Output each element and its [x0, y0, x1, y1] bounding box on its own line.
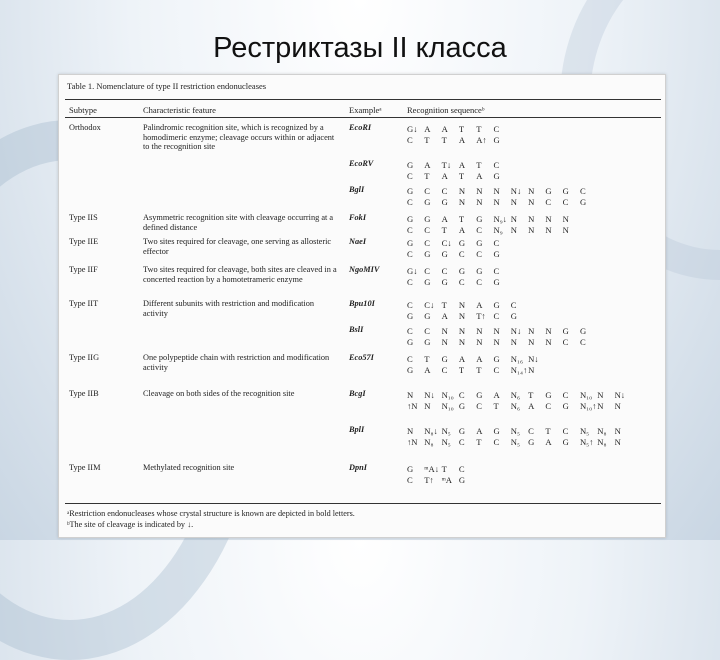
- nucleotide: ↑N: [407, 401, 418, 411]
- nucleotide: N₆: [510, 401, 520, 411]
- nucleotide: A: [458, 354, 466, 364]
- nucleotide: T↑: [424, 475, 434, 485]
- nucleotide: N: [545, 326, 552, 336]
- nucleotide: G↓: [407, 266, 418, 276]
- nucleotide: G: [424, 311, 431, 321]
- nucleotide: C: [493, 266, 500, 276]
- nucleotide: G: [407, 160, 414, 170]
- nucleotide: N: [407, 390, 414, 400]
- nucleotide: N₈: [424, 437, 434, 447]
- nucleotide: T: [458, 365, 465, 375]
- nucleotide: N: [510, 197, 517, 207]
- nucleotide: A: [441, 124, 448, 134]
- recognition-sequence-bottom-strand: [407, 364, 545, 376]
- recognition-sequence-bottom-strand: [407, 400, 632, 412]
- nucleotide: N: [545, 214, 552, 224]
- nucleotide: C: [458, 464, 465, 474]
- nucleotide: G: [424, 214, 431, 224]
- row-subtype: Type IIT: [69, 299, 99, 308]
- nucleotide: C: [476, 277, 482, 287]
- recognition-sequence-bottom-strand: [407, 170, 511, 182]
- nucleotide: T: [424, 354, 430, 364]
- nucleotide: ᵐA: [441, 475, 453, 485]
- nucleotide: N: [441, 337, 448, 347]
- recognition-sequence-bottom-strand: [407, 196, 597, 208]
- example-enzyme-name: FokI: [349, 213, 367, 222]
- nucleotide: T: [458, 214, 465, 224]
- nucleotide: G: [441, 197, 448, 207]
- nucleotide: T: [476, 124, 482, 134]
- nucleotide: G↓: [407, 124, 418, 134]
- nucleotide: N: [493, 337, 500, 347]
- nucleotide: G: [545, 186, 552, 196]
- nucleotide: C: [545, 401, 552, 411]
- nucleotide: C: [424, 225, 431, 235]
- nucleotide: N↓: [424, 390, 435, 400]
- nucleotide: N₅↑: [579, 437, 594, 447]
- nucleotide: C: [493, 437, 500, 447]
- nucleotide: T: [424, 171, 430, 181]
- nucleotide: G: [562, 186, 569, 196]
- nucleotide: N: [458, 197, 466, 207]
- nucleotide: C: [424, 238, 431, 248]
- row-subtype: Type IIM: [69, 463, 101, 472]
- header-feature: Characteristic feature: [143, 105, 216, 115]
- nucleotide: A: [476, 354, 483, 364]
- nucleotide: G: [458, 266, 466, 276]
- nucleotide: T: [476, 437, 482, 447]
- nucleotide: C: [545, 197, 552, 207]
- nucleotide: C: [458, 390, 465, 400]
- example-enzyme-name: BcgI: [349, 389, 366, 398]
- nucleotide: G: [424, 197, 431, 207]
- slide-title: Рестриктазы II класса: [213, 32, 507, 64]
- nucleotide: G: [458, 426, 466, 436]
- row-subtype: Orthodox: [69, 123, 101, 132]
- nucleotide: C: [458, 437, 465, 447]
- row-subtype: Type IIB: [69, 389, 99, 398]
- nucleotide: A: [476, 300, 483, 310]
- nucleotide: N: [458, 337, 466, 347]
- nucleotide: C: [424, 186, 431, 196]
- nucleotide: G: [441, 277, 448, 287]
- nucleotide: A: [458, 160, 466, 170]
- nucleotide: N₉↓: [493, 214, 507, 224]
- nucleotide: G: [579, 197, 587, 207]
- nucleotide: N: [528, 225, 535, 235]
- nucleotide: N₈↓: [424, 426, 438, 436]
- header-subtype: Subtype: [69, 105, 97, 115]
- nucleotide: C: [562, 337, 569, 347]
- nucleotide: A: [458, 135, 466, 145]
- nucleotide: N↓: [510, 326, 522, 336]
- recognition-sequence-bottom-strand: [407, 134, 511, 146]
- example-enzyme-name: NaeI: [349, 237, 367, 246]
- nucleotide: C: [407, 171, 413, 181]
- nucleotide: N: [614, 437, 621, 447]
- row-feature: Asymmetric recognition site with cleavage occurring at a defined distance: [143, 213, 334, 232]
- table-caption: Table 1. Nomenclature of type II restriction endonucleases: [67, 81, 267, 91]
- nucleotide: N: [493, 186, 500, 196]
- header-example: Exampleᵃ: [349, 105, 382, 115]
- nucleotide: T: [528, 390, 534, 400]
- nucleotide: N: [424, 401, 431, 411]
- nucleotide: N: [614, 426, 621, 436]
- nucleotide: C: [476, 225, 482, 235]
- nucleotide: C: [493, 160, 500, 170]
- nucleotide: T↑: [476, 311, 486, 321]
- nucleotide: A: [424, 365, 431, 375]
- nucleotide: A: [441, 311, 448, 321]
- nucleotide: C: [476, 401, 482, 411]
- nucleotide: N: [510, 337, 517, 347]
- nucleotide: C: [493, 124, 500, 134]
- nucleotide: G: [493, 300, 500, 310]
- nucleotide: G: [562, 401, 569, 411]
- nucleotide: C: [510, 300, 517, 310]
- table-image-panel: [58, 74, 666, 538]
- nucleotide: N₁₀: [441, 401, 454, 411]
- nucleotide: N: [545, 225, 552, 235]
- nucleotide: T: [441, 135, 447, 145]
- nucleotide: A: [424, 160, 431, 170]
- nucleotide: G: [407, 238, 414, 248]
- row-feature: Two sites required for cleavage, one serving as allosteric effector: [143, 237, 332, 256]
- row-feature: Two sites required for cleavage, both sites are cleaved in a concerted reaction by a homotetrameric enzyme: [143, 265, 337, 284]
- nucleotide: G: [528, 437, 535, 447]
- nucleotide: N: [493, 197, 500, 207]
- nucleotide: N₈: [597, 437, 607, 447]
- nucleotide: N₅: [441, 437, 451, 447]
- nucleotide: C: [407, 475, 413, 485]
- example-enzyme-name: EcoRV: [349, 159, 374, 168]
- nucleotide: C: [458, 249, 465, 259]
- nucleotide: N₈: [597, 426, 607, 436]
- row-subtype: Type IIF: [69, 265, 98, 274]
- nucleotide: N₅: [441, 426, 451, 436]
- nucleotide: C: [407, 135, 413, 145]
- nucleotide: G: [407, 214, 414, 224]
- row-feature: Methylated recognition site: [143, 463, 235, 472]
- nucleotide: N: [407, 426, 414, 436]
- nucleotide: C: [407, 354, 413, 364]
- nucleotide: G: [493, 277, 500, 287]
- nucleotide: N: [476, 197, 483, 207]
- nucleotide: N: [476, 337, 483, 347]
- nucleotide: G: [424, 337, 431, 347]
- row-feature: One polypeptide chain with restriction and modification activity: [143, 353, 330, 372]
- nucleotide: T: [493, 401, 499, 411]
- nucleotide: C: [407, 249, 413, 259]
- nucleotide: C: [441, 266, 448, 276]
- nucleotide: ↑N: [407, 437, 418, 447]
- nucleotide: C↓: [424, 300, 435, 310]
- nucleotide: G: [493, 135, 500, 145]
- nucleotide: C: [528, 426, 534, 436]
- nucleotide: N₅: [510, 437, 520, 447]
- nucleotide: G: [493, 354, 500, 364]
- nucleotide: A↑: [476, 135, 487, 145]
- nucleotide: G: [407, 186, 414, 196]
- header-sequence: Recognition sequenceᵇ: [407, 105, 485, 115]
- nucleotide: A: [458, 225, 466, 235]
- nucleotide: N: [441, 326, 448, 336]
- nucleotide: A: [441, 214, 448, 224]
- recognition-sequence-bottom-strand: [407, 436, 632, 448]
- nucleotide: C↓: [441, 238, 452, 248]
- nucleotide: G: [476, 238, 483, 248]
- nucleotide: G: [458, 401, 466, 411]
- nucleotide: N₅: [579, 426, 590, 436]
- nucleotide: C: [562, 426, 569, 436]
- table-top-rule: [65, 99, 661, 100]
- nucleotide: N: [528, 197, 535, 207]
- nucleotide: N₁₄↑: [510, 365, 528, 375]
- nucleotide: C: [579, 186, 586, 196]
- nucleotide: N₆: [510, 390, 520, 400]
- nucleotide: C: [441, 186, 448, 196]
- nucleotide: G: [458, 475, 466, 485]
- example-enzyme-name: Eco57I: [349, 353, 374, 362]
- nucleotide: G: [493, 171, 500, 181]
- nucleotide: C: [407, 277, 413, 287]
- nucleotide: G: [476, 390, 483, 400]
- nucleotide: G: [562, 326, 569, 336]
- nucleotide: A: [441, 171, 448, 181]
- nucleotide: N₁₀↑: [579, 401, 597, 411]
- nucleotide: A: [476, 426, 483, 436]
- nucleotide: G: [493, 249, 500, 259]
- footnote-a: ᵃRestriction endonucleases whose crystal structure is known are depicted in bold letters.: [67, 509, 355, 518]
- example-enzyme-name: NgoMIV: [349, 265, 380, 274]
- nucleotide: C: [579, 337, 586, 347]
- nucleotide: C: [562, 390, 569, 400]
- recognition-sequence-bottom-strand: [407, 248, 511, 260]
- nucleotide: T: [424, 135, 430, 145]
- nucleotide: N: [476, 326, 483, 336]
- example-enzyme-name: BglI: [349, 185, 365, 194]
- nucleotide: C: [441, 365, 448, 375]
- nucleotide: N₁₆: [510, 354, 523, 364]
- nucleotide: G: [579, 326, 587, 336]
- nucleotide: N: [458, 300, 466, 310]
- nucleotide: C: [407, 326, 413, 336]
- nucleotide: N: [528, 186, 535, 196]
- nucleotide: N↓: [614, 390, 626, 400]
- nucleotide: C: [424, 266, 431, 276]
- nucleotide: N: [528, 326, 535, 336]
- nucleotide: A: [528, 401, 535, 411]
- nucleotide: N↓: [528, 354, 539, 364]
- nucleotide: C: [424, 326, 431, 336]
- example-enzyme-name: BplI: [349, 425, 365, 434]
- nucleotide: N: [545, 337, 552, 347]
- nucleotide: N₉: [493, 225, 503, 235]
- nucleotide: G: [476, 266, 483, 276]
- example-enzyme-name: EcoRI: [349, 123, 372, 132]
- row-feature: Palindromic recognition site, which is recognized by a homodimeric enzyme; cleavage occurs within or adjacent to the recognition site: [143, 123, 335, 152]
- nucleotide: N: [510, 225, 517, 235]
- row-subtype: Type IIG: [69, 353, 100, 362]
- recognition-sequence-bottom-strand: [407, 224, 580, 236]
- table-bottom-rule: [65, 503, 661, 504]
- nucleotide: T: [458, 171, 465, 181]
- nucleotide: G: [424, 277, 431, 287]
- nucleotide: T: [458, 124, 465, 134]
- nucleotide: G: [424, 249, 431, 259]
- row-feature: Cleavage on both sides of the recognition site: [143, 389, 295, 398]
- nucleotide: N: [562, 214, 569, 224]
- nucleotide: A: [493, 390, 500, 400]
- nucleotide: A: [545, 437, 552, 447]
- nucleotide: C: [407, 225, 413, 235]
- nucleotide: T: [545, 426, 551, 436]
- example-enzyme-name: BslI: [349, 325, 364, 334]
- nucleotide: G: [441, 249, 448, 259]
- nucleotide: N: [597, 401, 604, 411]
- nucleotide: N: [614, 401, 621, 411]
- nucleotide: C: [458, 277, 465, 287]
- nucleotide: T: [441, 225, 447, 235]
- nucleotide: ᵐA↓: [424, 464, 440, 474]
- nucleotide: T↓: [441, 160, 452, 170]
- nucleotide: N: [528, 337, 535, 347]
- nucleotide: N: [562, 225, 569, 235]
- nucleotide: G: [493, 426, 500, 436]
- nucleotide: N↓: [510, 186, 522, 196]
- nucleotide: N₁₀: [579, 390, 593, 400]
- header-rule: [65, 117, 661, 118]
- recognition-sequence-bottom-strand: [407, 336, 597, 348]
- nucleotide: A: [476, 171, 483, 181]
- nucleotide: N: [528, 365, 535, 375]
- nucleotide: N: [458, 186, 466, 196]
- recognition-sequence-bottom-strand: [407, 474, 476, 486]
- nucleotide: G: [510, 311, 517, 321]
- row-feature: Different subunits with restriction and modification activity: [143, 299, 315, 318]
- nucleotide: G: [407, 365, 414, 375]
- nucleotide: N: [510, 214, 517, 224]
- nucleotide: G: [458, 238, 466, 248]
- nucleotide: N: [476, 186, 483, 196]
- nucleotide: T: [476, 365, 482, 375]
- nucleotide: G: [407, 311, 414, 321]
- nucleotide: T: [441, 464, 447, 474]
- recognition-sequence-bottom-strand: [407, 276, 511, 288]
- nucleotide: N: [493, 326, 500, 336]
- nucleotide: N: [528, 214, 535, 224]
- row-subtype: Type IIS: [69, 213, 98, 222]
- nucleotide: N₁₀: [441, 390, 454, 400]
- nucleotide: G: [545, 390, 552, 400]
- nucleotide: G: [407, 464, 414, 474]
- nucleotide: C: [476, 249, 482, 259]
- nucleotide: C: [407, 300, 413, 310]
- row-subtype: Type IIE: [69, 237, 99, 246]
- nucleotide: G: [441, 354, 448, 364]
- recognition-sequence-bottom-strand: [407, 310, 528, 322]
- nucleotide: N: [458, 311, 466, 321]
- nucleotide: G: [407, 337, 414, 347]
- nucleotide: T: [476, 160, 482, 170]
- nucleotide: C: [493, 311, 500, 321]
- nucleotide: N₅: [510, 426, 520, 436]
- nucleotide: C: [493, 365, 500, 375]
- nucleotide: C: [562, 197, 569, 207]
- footnote-b: ᵇThe site of cleavage is indicated by ↓.: [67, 520, 194, 529]
- nucleotide: T: [441, 300, 447, 310]
- nucleotide: G: [476, 214, 483, 224]
- example-enzyme-name: Bpu10I: [349, 299, 375, 308]
- nucleotide: G: [562, 437, 569, 447]
- nucleotide: C: [493, 238, 500, 248]
- nucleotide: A: [424, 124, 431, 134]
- nucleotide: N: [597, 390, 604, 400]
- nucleotide: C: [407, 197, 413, 207]
- example-enzyme-name: DpnI: [349, 463, 367, 472]
- nucleotide: N: [458, 326, 466, 336]
